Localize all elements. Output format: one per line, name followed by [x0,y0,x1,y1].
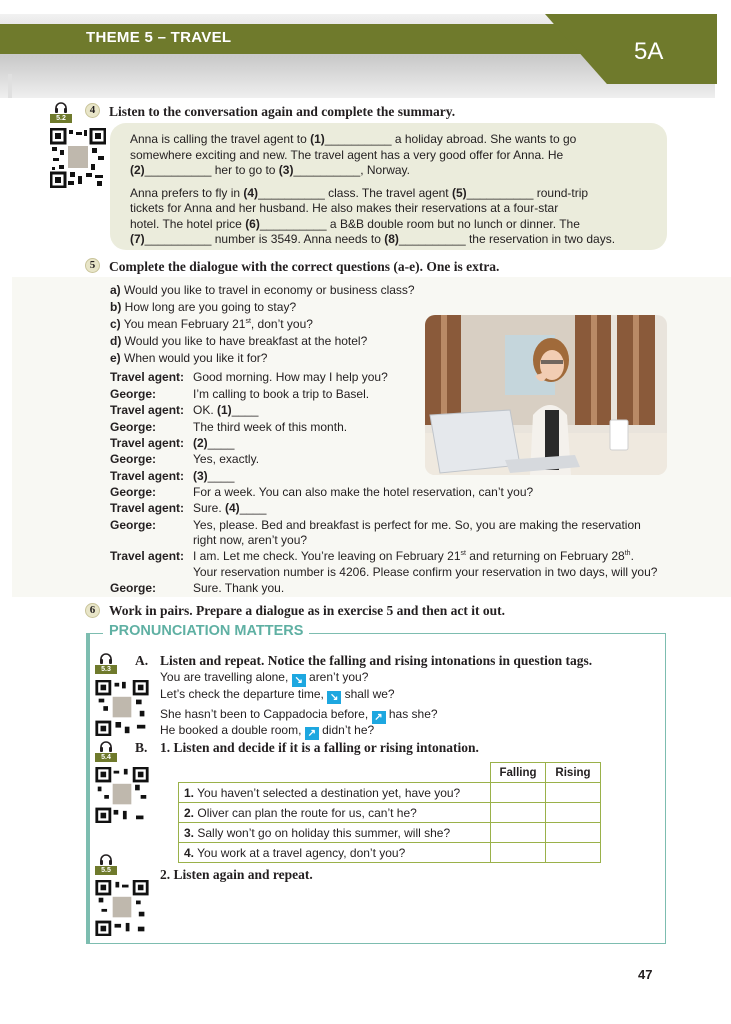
speaker: George: [110,452,157,466]
table-row: 3. Sally won’t go on holiday this summer, will she? [179,823,601,843]
option-b: b) How long are you going to stay? [110,300,297,314]
falling-answer-cell[interactable] [491,823,546,843]
headphones-icon [99,853,113,865]
audio-track-number: 5.5 [95,866,117,875]
falling-column-header: Falling [491,763,546,783]
falling-answer-cell[interactable] [491,803,546,823]
qr-code-icon[interactable] [95,880,149,936]
speaker: Travel agent: [110,403,185,417]
unit-badge-label: 5A [634,38,664,65]
speaker: Travel agent: [110,370,185,384]
option-c: c) You mean February 21st, don’t you? [110,317,313,331]
summary-line: (7)__________ number is 3549. Anna needs to (8)__________ the reservation in two days. [130,232,616,246]
summary-line: tickets for Anna and her husband. He also makes their reservations at a four-star [130,201,559,215]
exercise-5-instruction: Complete the dialogue with the correct questions (a-e). One is extra. [109,259,500,274]
rising-answer-cell[interactable] [546,803,601,823]
blank: ____ [231,403,259,417]
dialogue-line: George: Sure. Thank you. [110,581,285,595]
dialogue-line: George: Yes, exactly. [110,452,260,466]
gap-1: (1) [310,132,325,146]
exercise-number-6: 6 [85,603,100,618]
falling-answer-cell[interactable] [491,783,546,803]
gap-6: (6) [245,217,260,231]
woman-on-phone-photo [425,315,667,475]
exercise-6-instruction: Work in pairs. Prepare a dialogue as in exercise 5 and then act it out. [109,603,506,618]
blank: ____ [239,501,267,515]
speaker: George: [110,387,157,401]
rising-answer-cell[interactable] [546,843,601,863]
speaker: Travel agent: [110,436,185,450]
audio-track-number: 5.4 [95,753,117,762]
dialogue-line: Travel agent: I am. Let me check. You’re leaving on February 21st and returning on February 28th. [110,549,634,563]
headphones-icon [99,652,113,664]
part-b-letter: B. [135,740,148,755]
dialogue-line: George: I’m calling to book a trip to Basel. [110,387,370,401]
dialogue-line [110,436,235,450]
dialogue-line: George: The third week of this month. [110,420,348,434]
falling-answer-cell[interactable] [491,843,546,863]
page-number: 47 [638,967,653,982]
speaker: George: [110,420,157,434]
gap-4: (4) [225,501,240,515]
table-row: 2. Oliver can plan the route for us, can’t he? [179,803,601,823]
dialogue-line: Travel agent: OK. (1)____ [110,403,259,417]
speaker: George: [110,581,157,595]
table-row: 1. You haven’t selected a destination yet, have you? [179,783,601,803]
summary-line: Anna is calling the travel agent to (1)__________ a holiday abroad. She wants to go [130,132,577,146]
gap-1: (1) [217,403,232,417]
speaker: Travel agent: [110,549,185,563]
exercise-number-4: 4 [85,103,100,118]
pronunciation-label: PRONUNCIATION MATTERS [103,623,309,639]
rising-arrow-icon: ↗ [305,727,319,740]
summary-line: somewhere exciting and new. The travel agent has a very good offer for Anna. He [130,148,564,162]
part-b-step-1: 1. Listen and decide if it is a falling or rising intonation. [160,740,479,755]
intonation-example: You are travelling alone, ↘ aren’t you? [160,670,369,686]
part-a-instruction: Listen and repeat. Notice the falling and rising intonations in question tags. [160,653,593,668]
falling-arrow-icon: ↘ [292,674,306,687]
option-d: d) Would you like to have breakfast at the hotel? [110,334,368,348]
qr-code-icon[interactable] [95,680,149,736]
blank: ____ [207,436,235,450]
audio-track-5-2[interactable] [50,101,72,123]
intonation-example: Let’s check the departure time, ↘ shall we? [160,687,395,703]
headphones-icon [99,740,113,752]
gap-2: (2) [130,163,145,177]
audio-track-5-4[interactable] [95,740,117,762]
summary-line: Anna prefers to fly in (4)__________ class. The travel agent (5)__________ round-trip [130,186,589,200]
summary-line: hotel. The hotel price (6)__________ a B&B double room but no lunch or dinner. The [130,217,580,231]
qr-code-icon[interactable] [95,767,149,823]
blank: __________ a holiday abroad. She wants to go [324,132,577,146]
table-row: 4. You work at a travel agency, don’t you? [179,843,601,863]
rising-arrow-icon: ↗ [372,711,386,724]
part-a-letter: A. [135,653,149,668]
audio-track-number: 5.2 [50,114,72,123]
rising-answer-cell[interactable] [546,823,601,843]
gap-7: (7) [130,232,145,246]
audio-track-5-3[interactable] [95,652,117,674]
headphones-icon [54,101,68,113]
speaker: George: [110,518,157,532]
gap-2: (2) [193,436,208,450]
rising-answer-cell[interactable] [546,783,601,803]
exercise-number-5: 5 [85,258,100,273]
theme-title: THEME 5 – TRAVEL [86,29,232,46]
dialogue-line: George: Yes, please. Bed and breakfast is perfect for me. So, you are making the reservation [110,518,641,532]
speaker: Travel agent: [110,469,185,483]
summary-line: (2)__________ her to go to (3)__________, Norway. [130,163,410,177]
dialogue-line [110,469,235,483]
dialogue-line: George: For a week. You can also make the hotel reservation, can’t you? [110,485,534,499]
gap-8: (8) [384,232,399,246]
audio-track-number: 5.3 [95,665,117,674]
intonation-example: He booked a double room, ↗ didn’t he? [160,723,375,739]
option-a: a) Would you like to travel in economy or business class? [110,283,415,297]
intonation-table [178,762,601,863]
part-b-step-2: 2. Listen again and repeat. [160,867,313,882]
exercise-4-instruction: Listen to the conversation again and complete the summary. [109,104,456,119]
dialogue-line: Travel agent: Good morning. How may I help you? [110,370,388,384]
dialogue-line: Travel agent: Sure. (4)____ [110,501,267,515]
gap-4: (4) [243,186,259,200]
intonation-example: She hasn’t been to Cappadocia before, ↗ has she? [160,707,438,723]
falling-arrow-icon: ↘ [327,691,341,704]
gap-5: (5) [451,186,467,200]
gap-3: (3) [193,469,208,483]
option-e: e) When would you like it for? [110,351,268,365]
speaker: George: [110,485,157,499]
rising-column-header: Rising [546,763,601,783]
table-header-row [179,763,601,783]
blank: ____ [207,469,235,483]
speaker: Travel agent: [110,501,185,515]
gap-3: (3) [278,163,294,177]
audio-track-5-5[interactable] [95,853,117,875]
qr-code-icon[interactable] [50,128,106,188]
